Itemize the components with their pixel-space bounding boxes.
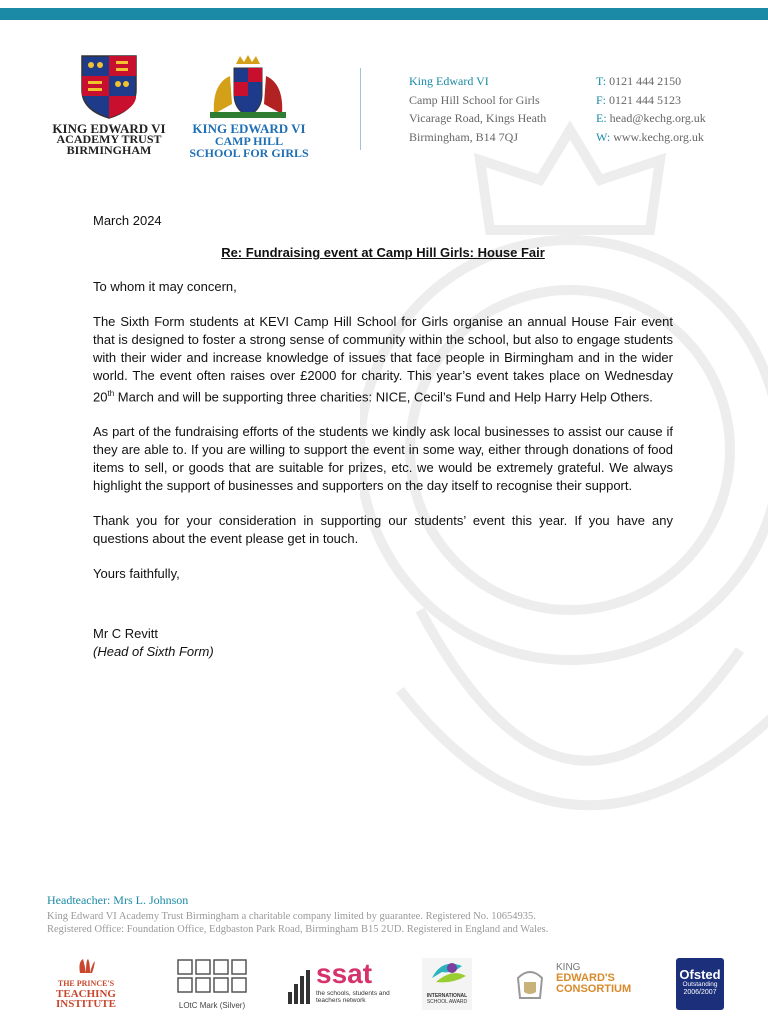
header-divider bbox=[360, 68, 361, 150]
international-school-award-logo: INTERNATIONAL SCHOOL AWARD bbox=[422, 958, 472, 1010]
contact-details bbox=[596, 72, 706, 146]
lotc-grid-icon bbox=[174, 958, 250, 996]
academy-trust-name: KING EDWARD VI ACADEMY TRUST BIRMINGHAM bbox=[52, 121, 166, 157]
website-line[interactable]: W: www.kechg.org.uk bbox=[596, 129, 704, 144]
closing: Yours faithfully, bbox=[93, 566, 180, 582]
princes-teaching-institute-logo: THE PRINCE'S TEACHING INSTITUTE bbox=[50, 958, 122, 1010]
salutation: To whom it may concern, bbox=[93, 279, 237, 294]
paragraph-1: The Sixth Form students at KEVI Camp Hill School for Girls organise an annual House Fair event that is designed to foster a strong sense of community within the school, but also to engage students with their wider and increase knowledge of issues that face people in Birmingham and in the wider world. The event often raises over £2000 for charity. This year’s event takes place on Wednesday 20th March and will be supporting three charities: NICE, Cecil’s Fund and Help Harry Help Others. bbox=[93, 314, 673, 405]
paragraph-2: As part of the fundraising efforts of the students we kindly ask local businesses to assist our cause if they are able to. If you are willing to support the event in some way, either through donations of food items to sell, or goods that are suitable for prizes, etc. we would be extremely grateful. We always highlight the support of businesses and supporters on the day itself to recognise their support. bbox=[93, 424, 673, 494]
ofsted-outstanding-logo: Ofsted Outstanding 2006/2007 bbox=[676, 958, 724, 1010]
signatory-name: Mr C Revitt bbox=[93, 626, 158, 642]
letter-body bbox=[93, 212, 673, 661]
globe-swirl-icon bbox=[422, 958, 472, 988]
top-accent-bar bbox=[0, 8, 768, 20]
phone-line: T: 0121 444 2150 bbox=[596, 74, 682, 88]
fax-line: F: 0121 444 5123 bbox=[596, 92, 682, 107]
signatory-role: (Head of Sixth Form) bbox=[93, 644, 214, 660]
feather-icon bbox=[50, 958, 122, 974]
camp-hill-school-name: KING EDWARD VI CAMP HILL SCHOOL FOR GIRLS bbox=[189, 121, 309, 160]
registration-info: King Edward VI Academy Trust Birmingham a charitable company limited by guarantee. Registered No. 10654935. Registered Office: Foundation Office, Edgbaston Park Road, Birmingham B15 2UD. Registered in England and Wales. bbox=[47, 911, 549, 935]
camp-hill-crest-logo bbox=[206, 54, 290, 120]
ssat-logo: ssat the schools, students and teachers network bbox=[286, 958, 396, 1010]
school-address: King Edward VI Camp Hill School for Girls Vicarage Road, Kings Heath Birmingham, B14 7QJ bbox=[409, 74, 547, 144]
paragraph-3: Thank you for your consideration in supporting our students’ event this year. If you have any questions about the event please get in touch. bbox=[93, 513, 673, 547]
email-line[interactable]: E: head@kechg.org.uk bbox=[596, 111, 706, 125]
letter-subject: Re: Fundraising event at Camp Hill Girls: House Fair bbox=[221, 245, 545, 260]
lotc-mark-logo: LOtC Mark (Silver) bbox=[174, 958, 250, 1010]
ssat-bars-icon bbox=[286, 968, 314, 1006]
academy-trust-shield-logo bbox=[78, 54, 140, 120]
accreditation-logos bbox=[40, 958, 740, 1014]
letter-date: March 2024 bbox=[93, 213, 162, 228]
king-edwards-consortium-logo: KING EDWARD'S CONSORTIUM bbox=[510, 958, 640, 1010]
headteacher-line: Headteacher: Mrs L. Johnson bbox=[47, 893, 189, 907]
consortium-crest-icon bbox=[510, 964, 550, 1004]
